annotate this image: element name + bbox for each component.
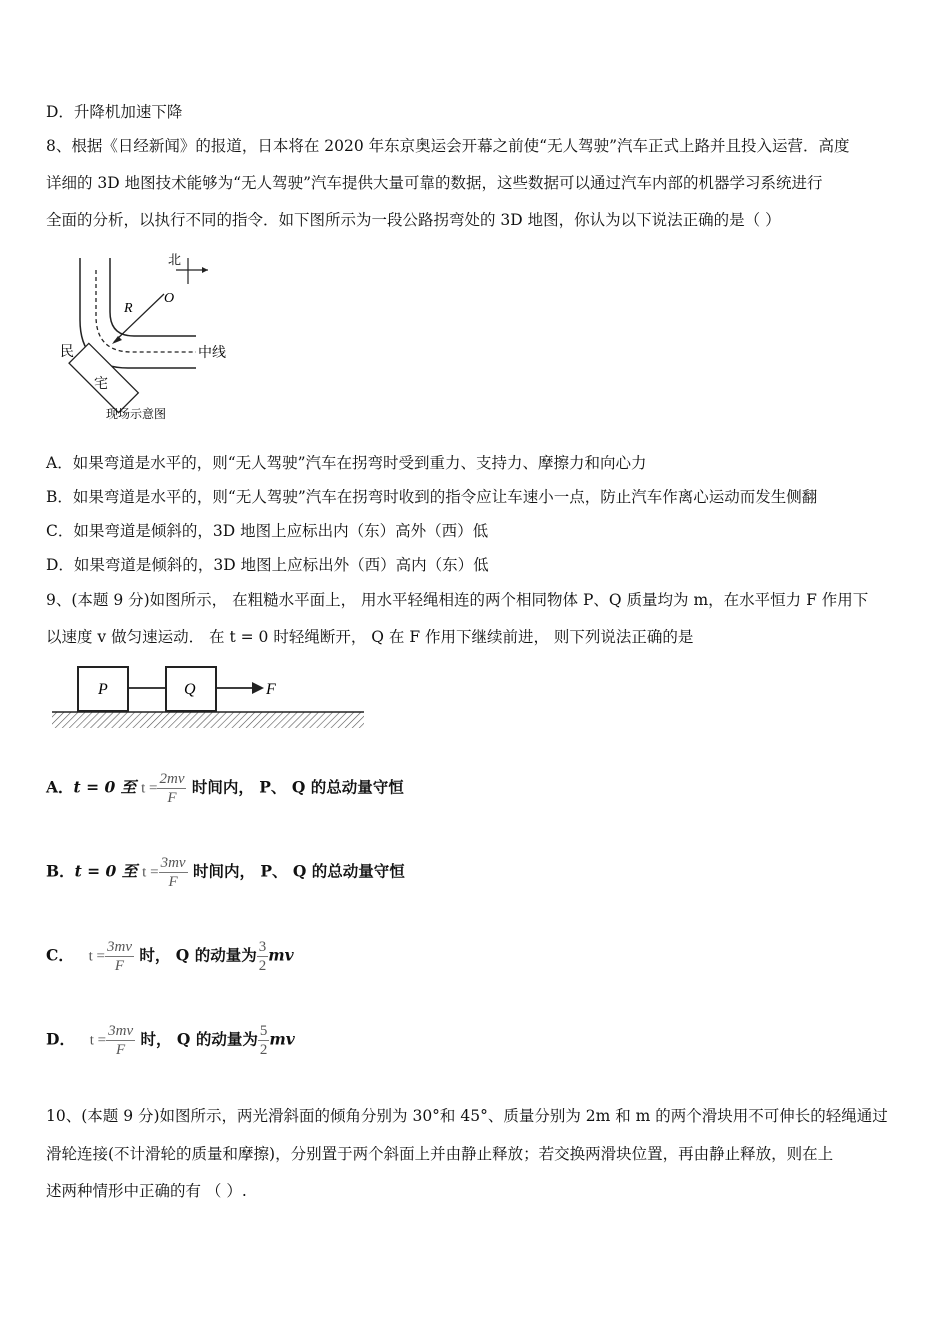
q9-option-a bbox=[46, 770, 404, 807]
label-north: 北 bbox=[168, 253, 182, 268]
t-equals: t = bbox=[142, 864, 159, 881]
unit-mv: mv bbox=[269, 1029, 295, 1049]
q10-stem-line2: 滑轮连接(不计滑轮的质量和摩擦)，分别置于两个斜面上并由静止释放；若交换两滑块位置，再由静止释放，则在上 bbox=[46, 1145, 834, 1163]
q8-option-b: B．如果弯道是水平的，则“无人驾驶”汽车在拐弯时收到的指令应让车速小一点，防止汽车作离心运动而发生侧翻 bbox=[46, 488, 818, 506]
force-arrow-icon bbox=[252, 682, 264, 694]
option-text: 时间内， P、 Q 的总动量守恒 bbox=[186, 777, 404, 797]
fraction-den: F bbox=[114, 958, 125, 974]
road-curve-diagram bbox=[46, 250, 236, 428]
coef-num: 3 bbox=[258, 939, 267, 955]
label-F: F bbox=[266, 681, 276, 698]
option-label: D． bbox=[46, 1029, 75, 1049]
fraction bbox=[106, 1022, 135, 1059]
option-label: B． bbox=[46, 861, 75, 881]
q10-stem-line3: 述两种情形中正确的有 （ ）. bbox=[46, 1182, 247, 1200]
option-label: C． bbox=[46, 945, 74, 965]
figure-caption: 现场示意图 bbox=[106, 407, 167, 421]
fraction bbox=[157, 770, 186, 807]
label-Q: Q bbox=[184, 681, 196, 698]
option-text: 时间内， P、 Q 的总动量守恒 bbox=[187, 861, 405, 881]
label-R: R bbox=[124, 301, 133, 316]
compass-arrow-icon bbox=[202, 267, 208, 273]
option-label: A． bbox=[46, 777, 74, 797]
q9-option-d bbox=[46, 1022, 295, 1059]
label-centerline: 中线 bbox=[198, 345, 226, 361]
t-equals: t = bbox=[141, 780, 158, 797]
label-P: P bbox=[98, 681, 108, 698]
coef-fraction bbox=[258, 1022, 270, 1059]
time-start: t = 0 至 bbox=[73, 777, 137, 797]
ground-hatch bbox=[52, 712, 364, 728]
fraction-num: 3mv bbox=[108, 1023, 134, 1039]
coef-num: 5 bbox=[259, 1023, 268, 1039]
label-O: O bbox=[164, 291, 175, 306]
fraction-den: F bbox=[168, 874, 178, 890]
fraction bbox=[159, 854, 188, 891]
t-equals: t = bbox=[88, 948, 106, 965]
fraction-den: F bbox=[116, 1042, 126, 1058]
coef-den: 2 bbox=[259, 1042, 268, 1058]
unit-mv: mv bbox=[268, 945, 294, 965]
q8-option-d: D．如果弯道是倾斜的，3D 地图上应标出外（西）高内（东）低 bbox=[46, 556, 489, 574]
q8-option-c: C．如果弯道是倾斜的，3D 地图上应标出内（东）高外（西）低 bbox=[46, 522, 489, 540]
option-text: 时， Q 的动量为 bbox=[134, 945, 257, 965]
time-start: t = 0 至 bbox=[74, 861, 138, 881]
fraction-num: 3mv bbox=[160, 855, 186, 871]
label-house-2: 宅 bbox=[94, 376, 108, 392]
q9-stem-line1: 9、(本题 9 分)如图所示， 在粗糙水平面上， 用水平轻绳相连的两个相同物体 P、Q 质量均为 m，在水平恒力 F 作用下 bbox=[46, 591, 869, 609]
radius-arrowhead bbox=[112, 336, 122, 344]
coef-fraction bbox=[257, 938, 269, 975]
q8-stem-line3: 全面的分析，以执行不同的指令．如下图所示为一段公路拐弯处的 3D 地图，你认为以下说法正确的是（ ） bbox=[46, 211, 781, 229]
option-text: 时， Q 的动量为 bbox=[135, 1029, 258, 1049]
t-equals: t = bbox=[89, 1032, 107, 1049]
q8-stem-line1: 8、根据《日经新闻》的报道，日本将在 2020 年东京奥运会开幕之前使“无人驾驶”汽车正式上路并且投入运营．高度 bbox=[46, 137, 850, 155]
fraction bbox=[105, 938, 134, 975]
q8-option-a: A．如果弯道是水平的，则“无人驾驶”汽车在拐弯时受到重力、支持力、摩擦力和向心力 bbox=[46, 454, 647, 472]
q9-stem-line2: 以速度 v 做匀速运动． 在 t = 0 时轻绳断开， Q 在 F 作用下继续前进， 则下列说法正确的是 bbox=[46, 628, 694, 646]
q9-option-c bbox=[46, 938, 294, 975]
label-house-1: 民 bbox=[60, 344, 74, 360]
fraction-num: 3mv bbox=[107, 939, 133, 955]
q9-option-b bbox=[46, 854, 405, 891]
q10-stem-line1: 10、(本题 9 分)如图所示，两光滑斜面的倾角分别为 30°和 45°、质量分别为 2m 和 m 的两个滑块用不可伸长的轻绳通过 bbox=[46, 1107, 888, 1125]
blocks-force-diagram bbox=[50, 662, 370, 732]
fraction-num: 2mv bbox=[159, 771, 185, 787]
q7-option-d: D．升降机加速下降 bbox=[46, 103, 183, 121]
fraction-den: F bbox=[167, 790, 177, 806]
coef-den: 2 bbox=[258, 958, 267, 974]
q8-stem-line2: 详细的 3D 地图技术能够为“无人驾驶”汽车提供大量可靠的数据，这些数据可以通过汽车内部的机器学习系统进行 bbox=[46, 174, 823, 192]
